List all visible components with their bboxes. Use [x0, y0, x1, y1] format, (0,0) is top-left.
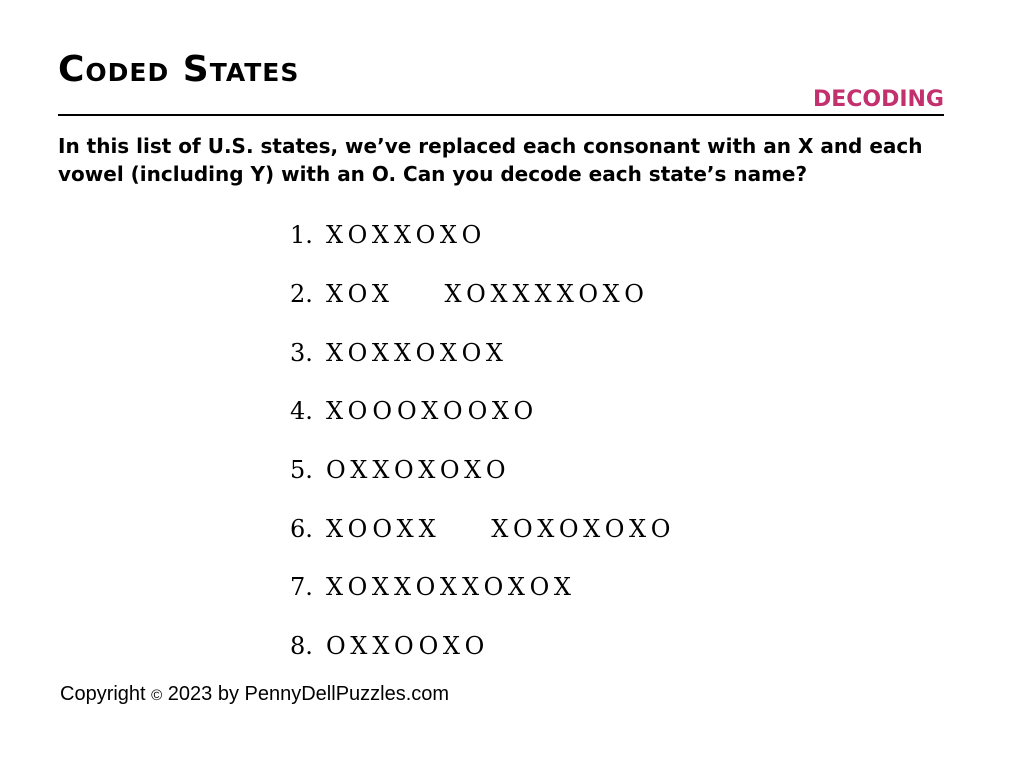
puzzle-item — [290, 617, 675, 676]
copyright-symbol-icon: © — [151, 687, 163, 704]
copyright-suffix: 2023 by PennyDellPuzzles.com — [167, 683, 450, 705]
item-number: 4. — [290, 397, 313, 426]
item-code: XOOXX XOXOXOXO — [326, 514, 676, 543]
item-number: 7. — [290, 573, 313, 602]
puzzle-item — [290, 499, 675, 558]
puzzle-item — [290, 265, 675, 324]
puzzle-item — [290, 323, 675, 382]
item-code: XOXXOXXOXOX — [326, 573, 576, 602]
item-number: 1. — [290, 221, 313, 250]
item-code: OXXOXOXO — [326, 456, 511, 485]
puzzle-item — [290, 206, 675, 265]
copyright-notice — [60, 684, 449, 704]
item-code: XOXXOXOX — [326, 338, 508, 367]
item-code: XOOOXOOXO — [326, 397, 539, 426]
header — [58, 48, 944, 116]
item-code: OXXOOXO — [326, 632, 490, 661]
instructions: In this list of U.S. states, we’ve replaced each consonant with an X and each vowel (including Y) with an O. Can you decode each state’s name? — [58, 134, 923, 186]
page-title: Coded States — [58, 48, 300, 90]
puzzle-item — [290, 382, 675, 441]
copyright-prefix: Copyright — [60, 683, 146, 705]
puzzle-item — [290, 558, 675, 617]
item-code: XOXXOXO — [326, 221, 487, 250]
item-number: 5. — [290, 456, 313, 485]
item-number: 3. — [290, 338, 313, 367]
puzzle-list — [290, 206, 675, 676]
item-code: XOX XOXXXXOXO — [326, 280, 649, 309]
item-number: 6. — [290, 514, 313, 543]
item-number: 2. — [290, 280, 313, 309]
item-number: 8. — [290, 632, 313, 661]
puzzle-item — [290, 441, 675, 500]
category-label: DECODING — [812, 87, 944, 112]
